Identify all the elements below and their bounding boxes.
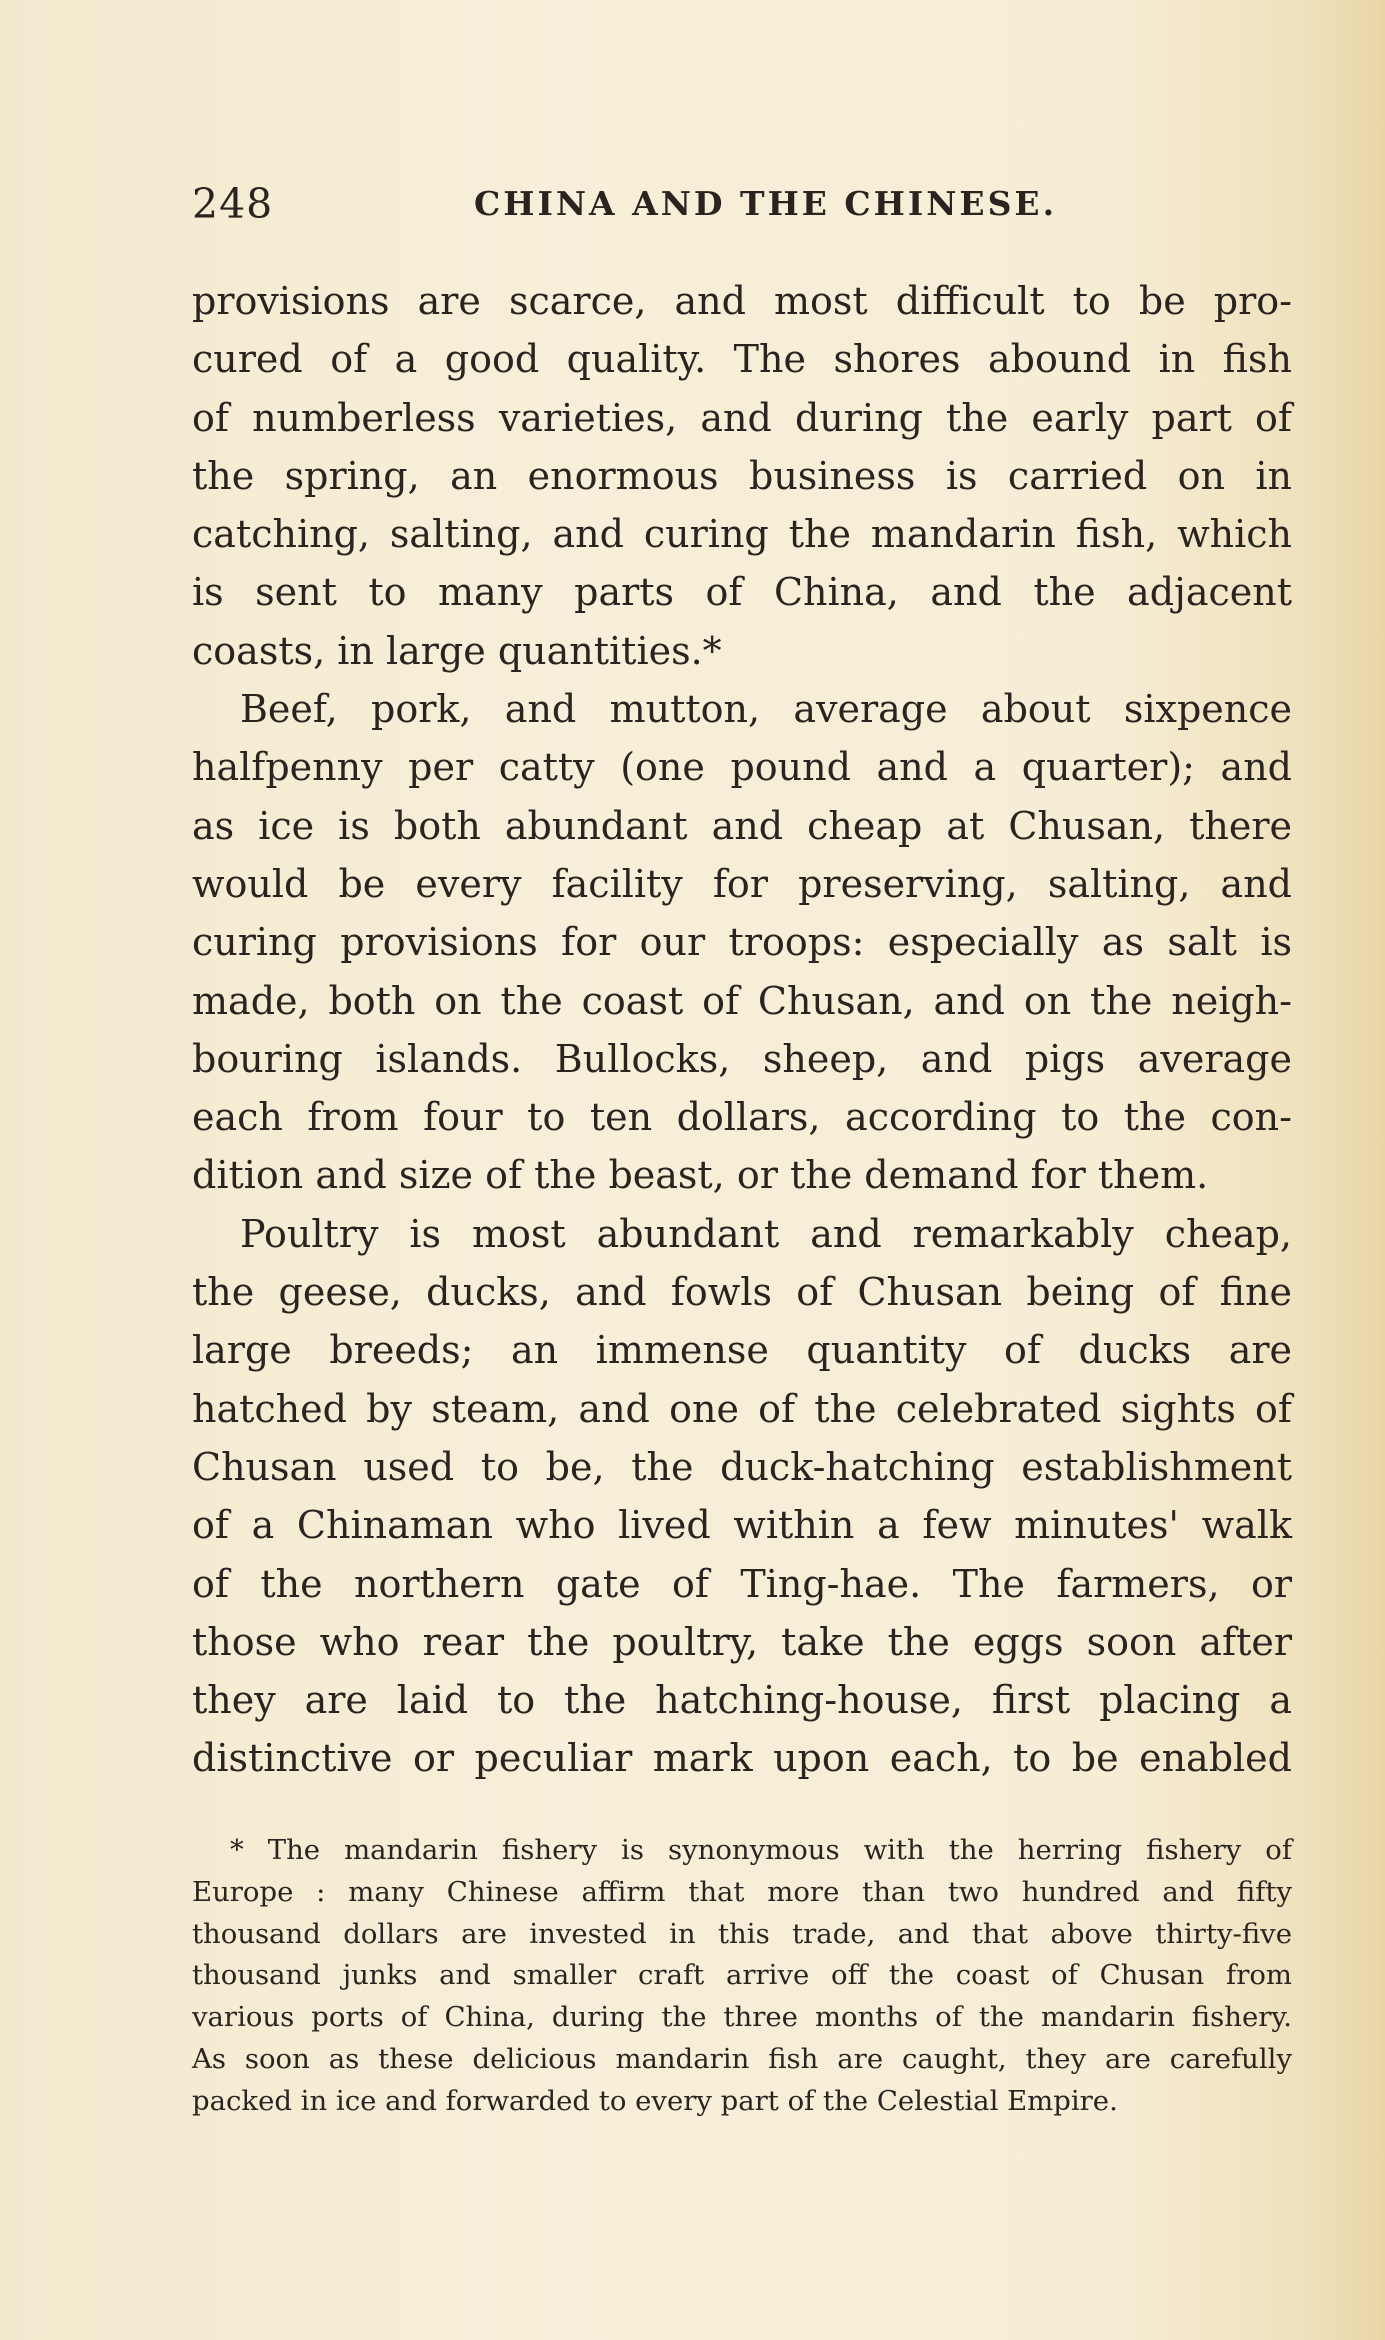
text-line: large breeds; an immense quantity of ducks are xyxy=(192,1328,1292,1373)
text-line: coasts, in large quantities.* xyxy=(192,628,722,673)
text-line: of a Chinaman who lived within a few minutes' walk xyxy=(192,1503,1292,1548)
footnote-line: As soon as these delicious mandarin fish are caught, they are carefully xyxy=(192,2042,1292,2075)
text-line: Chusan used to be, the duck-hatching establishment xyxy=(192,1444,1292,1489)
footnote-line: * The mandarin fishery is synonymous with the herring fishery of xyxy=(230,1834,1292,1866)
text-line: hatched by steam, and one of the celebrated sights of xyxy=(192,1386,1292,1431)
text-line: of numberless varieties, and during the early part of xyxy=(192,395,1292,440)
footnote-line: thousand junks and smaller craft arrive off the coast of Chusan from xyxy=(192,1959,1292,1992)
text-line: provisions are scarce, and most difficult to be pro- xyxy=(192,279,1292,323)
text-line: would be every facility for preserving, salting, and xyxy=(192,861,1292,906)
text-line: cured of a good quality. The shores abound in fish xyxy=(192,337,1292,382)
running-title: CHINA AND THE CHINESE. xyxy=(474,184,1058,223)
footnote-line: Europe : many Chinese affirm that more than two hundred and fifty xyxy=(192,1875,1292,1908)
text-line: as ice is both abundant and cheap at Chusan, there xyxy=(192,803,1292,848)
page-number: 248 xyxy=(192,180,274,228)
text-line: of the northern gate of Ting-hae. The farmers, or xyxy=(192,1561,1292,1606)
main-text xyxy=(192,272,1292,1788)
text-line: the spring, an enormous business is carried on in xyxy=(192,453,1292,498)
text-line: the geese, ducks, and fowls of Chusan being of fine xyxy=(192,1270,1292,1315)
text-line: halfpenny per catty (one pound and a quarter); and xyxy=(192,745,1292,790)
text-line: they are laid to the hatching-house, first placing a xyxy=(192,1678,1292,1723)
text-line: made, both on the coast of Chusan, and on the neigh- xyxy=(192,978,1292,1023)
text-line: each from four to ten dollars, according to the con- xyxy=(192,1095,1292,1140)
footnote-line: packed in ice and forwarded to every part of the Celestial Empire. xyxy=(192,2084,1118,2117)
text-line: Poultry is most abundant and remarkably cheap, xyxy=(240,1211,1292,1256)
text-line: bouring islands. Bullocks, sheep, and pigs average xyxy=(192,1036,1292,1081)
text-line: dition and size of the beast, or the demand for them. xyxy=(192,1153,1209,1198)
text-line: curing provisions for our troops: especially as salt is xyxy=(192,920,1292,965)
text-line: distinctive or peculiar mark upon each, to be enabled xyxy=(192,1736,1292,1781)
footnote xyxy=(192,1830,1292,2123)
page-header xyxy=(192,180,1192,240)
text-line: those who rear the poultry, take the eggs soon after xyxy=(192,1619,1292,1664)
text-line: Beef, pork, and mutton, average about sixpence xyxy=(240,687,1292,732)
text-line: catching, salting, and curing the mandarin fish, which xyxy=(192,512,1292,557)
footnote-line: various ports of China, during the three months of the mandarin fishery. xyxy=(192,2001,1292,2034)
text-line: is sent to many parts of China, and the adjacent xyxy=(192,570,1292,615)
footnote-line: thousand dollars are invested in this trade, and that above thirty-five xyxy=(192,1917,1292,1950)
